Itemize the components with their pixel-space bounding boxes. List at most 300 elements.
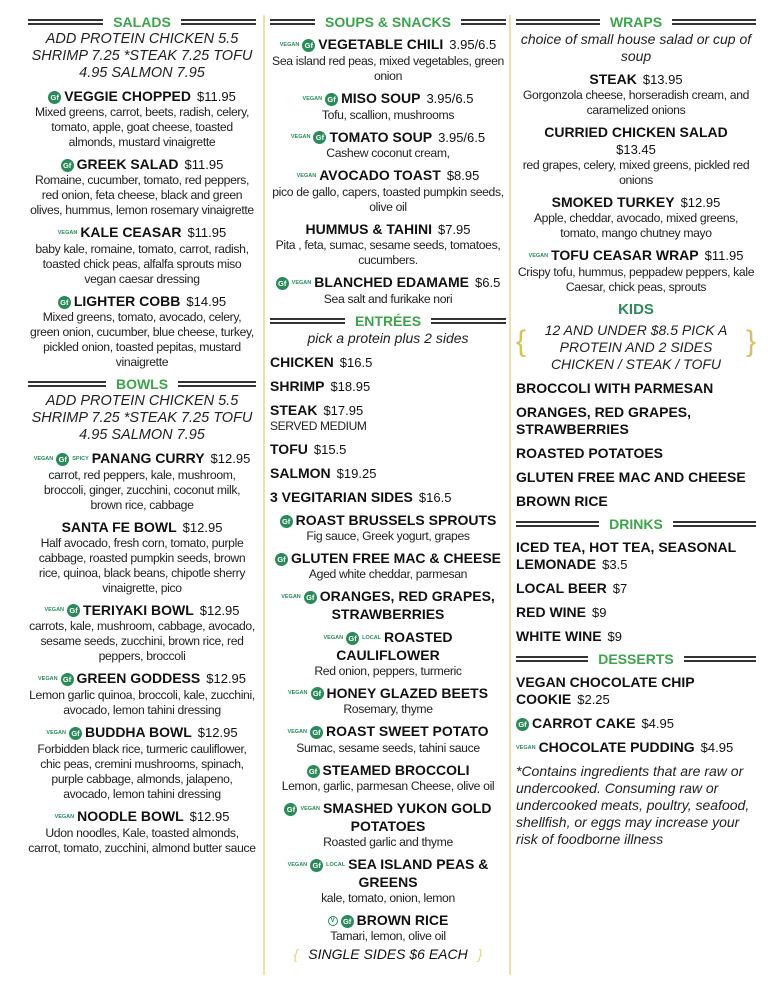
item-description: red grapes, celery, mixed greens, pickled red onions	[522, 158, 750, 187]
gf-icon: Gf	[58, 296, 71, 309]
menu-section-salads	[28, 14, 256, 370]
menu-item	[270, 512, 506, 544]
item-description: Apple, cheddar, avocado, mixed greens, tomato, mango chutney mayo	[533, 211, 739, 240]
item-header	[270, 36, 506, 54]
section-heading	[516, 651, 756, 667]
item-name: ROAST BRUSSELS SPROUTS	[295, 511, 497, 528]
item-price: $13.45	[616, 142, 656, 157]
item-header	[28, 450, 256, 468]
section-note: ADD PROTEIN CHICKEN 5.5 SHRIMP 7.25 *STEAK 7.25 TOFU 4.95 SALMON 7.95	[31, 392, 253, 443]
item-header	[270, 762, 506, 779]
single-sides-note	[270, 946, 506, 962]
item-description: Pita , feta, sumac, sesame seeds, tomatoes, cucumbers.	[275, 238, 501, 268]
item-price: $9	[607, 628, 623, 644]
item-header	[270, 550, 506, 567]
menu-item	[28, 450, 256, 513]
menu-item	[516, 628, 756, 645]
vegan-icon: VEGAN	[290, 134, 311, 141]
item-description: Roasted garlic and thyme	[323, 834, 453, 849]
section-heading	[516, 301, 756, 318]
item-name: BUDDHA BOWL	[84, 724, 192, 741]
item-name: HONEY GLAZED BEETS	[326, 684, 489, 701]
local-icon: LOCAL	[326, 861, 346, 868]
menu-item	[516, 124, 756, 188]
gf-icon: Gf	[346, 632, 359, 645]
section-heading	[516, 14, 756, 30]
item-description: Sumac, sesame seeds, tahini sauce	[296, 741, 480, 756]
item-description: kale, tomato, onion, lemon	[321, 890, 455, 905]
item-name: CARROT CAKE	[532, 714, 636, 731]
item-name: GREEK SALAD	[76, 156, 179, 172]
brace-right: }	[477, 945, 483, 962]
vegan-icon: VEGAN	[57, 229, 78, 236]
item-price: $14.95	[186, 293, 227, 309]
menu-column-3	[516, 10, 756, 854]
divider-rule	[181, 19, 256, 25]
item-description: carrots, kale, mushroom, cabbage, avocado, sesame seeds, zucchini, brown rice, red peppers, broccoli	[29, 619, 255, 664]
item-name: PANANG CURRY	[91, 449, 205, 466]
item-name: VEGAN CHOCOLATE CHIP COOKIE	[516, 673, 695, 707]
section-heading	[28, 376, 256, 392]
item-name: ORANGES, RED GRAPES, STRAWBERRIES	[516, 403, 692, 437]
item-description: baby kale, romaine, tomato, carrot, radish, toasted chick peas, alfalfa sprouts miso vegan caesar dressing	[35, 241, 249, 286]
item-price: $13.95	[642, 72, 683, 87]
divider-rule	[672, 19, 756, 25]
item-price: $11.95	[187, 225, 227, 240]
item-name: CHOCOLATE PUDDING	[538, 738, 695, 755]
item-header	[516, 674, 756, 708]
item-description: Mixed greens, tomato, avocado, celery, green onion, cucumber, blue cheese, turkey, pickled onion, toasted pepitas, mustard vinaigrette	[30, 309, 254, 369]
menu-section-bowls	[28, 376, 256, 856]
menu-column-2	[270, 10, 506, 968]
item-name: BROWN RICE	[356, 911, 449, 928]
item-header	[270, 441, 506, 458]
brace-right: }	[745, 324, 756, 358]
gf-icon: Gf	[67, 604, 80, 617]
item-name: WHITE WINE	[516, 627, 602, 644]
item-description: Udon noodles, Kale, toasted almonds, carrot, tomato, zucchini, almond butter sauce	[28, 825, 256, 855]
column-divider-left	[263, 15, 265, 975]
item-header	[270, 685, 506, 703]
menu-item	[516, 580, 756, 597]
brace-left: {	[293, 945, 299, 962]
section-title: KIDS	[618, 300, 654, 318]
item-name: CHICKEN	[270, 353, 334, 370]
single-sides-text: SINGLE SIDES $6 EACH	[308, 945, 468, 962]
local-icon: LOCAL	[362, 634, 382, 641]
item-header	[270, 274, 506, 292]
item-price: $12.95	[206, 671, 247, 687]
item-name: SMASHED YUKON GOLD POTATOES	[323, 800, 492, 834]
menu-item	[516, 715, 756, 732]
menu-item	[270, 685, 506, 718]
item-price: $4.95	[641, 715, 674, 731]
section-heading	[28, 14, 256, 30]
section-title: BOWLS	[115, 375, 169, 392]
item-header	[516, 247, 756, 265]
item-description: Tamari, lemon, olive oil	[330, 928, 446, 943]
menu-item	[516, 71, 756, 118]
vegan-icon: VEGAN	[287, 729, 307, 736]
item-name: SANTA FE BOWL	[61, 518, 177, 535]
item-name: SMOKED TURKEY	[551, 194, 675, 210]
item-header	[270, 723, 506, 741]
item-name: TOMATO SOUP	[329, 128, 433, 145]
item-header	[28, 88, 256, 105]
menu-item	[270, 723, 506, 756]
gf-icon: Gf	[280, 515, 293, 528]
section-title: DESSERTS	[598, 650, 674, 667]
menu-item	[270, 588, 506, 623]
menu-item	[28, 88, 256, 150]
divider-rule	[516, 656, 588, 662]
item-price: $12.95	[210, 450, 251, 466]
item-name: LOCAL BEER	[516, 579, 607, 596]
item-description: Tofu, scallion, mushrooms	[321, 107, 455, 122]
item-price: $16.5	[418, 489, 452, 505]
section-heading	[516, 516, 756, 532]
item-description: Crispy tofu, hummus, peppadew peppers, kale Caesar, chick peas, sprouts	[517, 264, 755, 294]
item-price: $19.25	[336, 465, 377, 481]
item-price: $12.95	[182, 519, 223, 535]
item-header	[270, 629, 506, 664]
item-price: $17.95	[323, 402, 364, 418]
item-price: $7.95	[437, 222, 471, 238]
item-header	[270, 465, 506, 482]
divider-rule	[270, 318, 345, 324]
menu-item	[28, 602, 256, 665]
section-title: SALADS	[113, 14, 171, 30]
item-header	[28, 602, 256, 620]
item-header	[270, 402, 506, 419]
item-name: SEA ISLAND PEAS & GREENS	[348, 855, 489, 890]
gf-icon: Gf	[275, 553, 288, 566]
item-header	[28, 519, 256, 536]
menu-item	[270, 762, 506, 794]
item-header	[516, 445, 756, 462]
item-header	[270, 378, 506, 395]
section-title: WRAPS	[609, 14, 663, 30]
menu-item	[270, 629, 506, 679]
gf-icon: Gf	[341, 915, 354, 928]
divider-rule	[673, 521, 756, 527]
item-header	[516, 539, 756, 573]
menu-section-desserts	[516, 651, 756, 848]
item-header	[516, 71, 756, 88]
item-header	[270, 167, 506, 185]
menu-item	[28, 156, 256, 218]
menu-item	[270, 465, 506, 482]
v-icon: V	[328, 916, 338, 926]
gf-icon: Gf	[48, 91, 61, 104]
gf-icon: Gf	[310, 726, 323, 739]
divider-rule	[28, 19, 103, 25]
item-name: HUMMUS & TAHINI	[305, 221, 432, 238]
menu-item	[270, 129, 506, 162]
gf-icon: Gf	[302, 39, 315, 52]
item-header	[516, 380, 756, 397]
menu-item	[270, 378, 506, 395]
divider-rule	[28, 381, 106, 387]
item-price: 3.95/6.5	[438, 129, 486, 145]
menu-item	[516, 739, 756, 757]
menu-section-kids	[516, 301, 756, 510]
section-title: DRINKS	[609, 515, 663, 532]
vegan-icon: VEGAN	[46, 729, 66, 736]
section-title: ENTRÉES	[354, 312, 422, 329]
item-name: VEGGIE CHOPPED	[64, 88, 191, 104]
item-name: GLUTEN FREE MAC AND CHEESE	[516, 468, 746, 485]
item-price: $18.95	[330, 378, 371, 394]
item-name: VEGETABLE CHILI	[318, 36, 444, 52]
item-name: KALE CEASAR	[80, 224, 182, 240]
menu-item	[28, 808, 256, 856]
menu-item	[516, 674, 756, 708]
item-header	[28, 808, 256, 826]
item-description: Half avocado, fresh corn, tomato, purple cabbage, roasted pumpkin seeds, brown rice, quinoa, black beans, chipotle sherry vinaigrette, pico	[38, 535, 246, 595]
menu-item	[270, 221, 506, 268]
menu-item	[28, 293, 256, 370]
item-name: TOFU	[270, 440, 308, 457]
menu-item	[270, 274, 506, 307]
gf-icon: Gf	[304, 591, 317, 604]
vegan-icon: VEGAN	[37, 676, 58, 683]
item-header	[516, 580, 756, 597]
menu-item	[28, 519, 256, 596]
item-description: SERVED MEDIUM	[270, 418, 367, 433]
item-header	[516, 493, 756, 510]
item-price: $2.25	[577, 691, 610, 707]
gf-icon: Gf	[61, 159, 74, 172]
menu-item	[270, 90, 506, 123]
disclaimer: *Contains ingredients that are raw or undercooked. Consuming raw or undercooked meats, poultry, seafood, shellfish, or eggs may increase your risk of foodborne illness	[516, 762, 750, 847]
section-note: ADD PROTEIN CHICKEN 5.5 SHRIMP 7.25 *STEAK 7.25 TOFU 4.95 SALMON 7.95	[31, 31, 253, 81]
item-name: STEAK	[270, 401, 318, 418]
menu-item	[270, 441, 506, 458]
divider-rule	[516, 521, 599, 527]
gf-icon: Gf	[311, 687, 324, 700]
item-price: $12.95	[189, 808, 230, 824]
item-price: $11.95	[184, 157, 224, 172]
item-price: $16.5	[339, 354, 373, 370]
item-description: Sea island red peas, mixed vegetables, green onion	[272, 53, 504, 83]
kids-note	[516, 322, 756, 373]
vegan-icon: VEGAN	[296, 173, 317, 180]
menu-section-drinks	[516, 516, 756, 645]
menu-item	[516, 445, 756, 462]
item-name: ROAST SWEET POTATO	[326, 723, 489, 740]
item-name: AVOCADO TOAST	[319, 167, 441, 184]
section-note: pick a protein plus 2 sides	[307, 329, 469, 346]
item-header	[270, 354, 506, 371]
item-description: Sea salt and furikake nori	[323, 291, 453, 306]
menu-section-entr-es	[270, 313, 506, 506]
item-name: STEAMED BROCCOLI	[322, 762, 470, 779]
item-header	[270, 221, 506, 238]
menu-item	[516, 469, 756, 486]
item-header	[28, 670, 256, 688]
menu-item	[516, 539, 756, 573]
item-description: Gorgonzola cheese, horseradish cream, and caramelized onions	[522, 88, 750, 117]
gf-icon: Gf	[313, 131, 326, 144]
menu-item	[270, 167, 506, 215]
item-header	[270, 489, 506, 506]
item-price: $15.5	[313, 441, 347, 457]
vegan-icon: VEGAN	[323, 634, 344, 641]
gf-icon: Gf	[310, 859, 323, 872]
menu-section-sides	[270, 512, 506, 962]
item-header	[28, 724, 256, 742]
menu-item	[516, 380, 756, 397]
item-price: $7	[612, 580, 628, 596]
divider-rule	[431, 318, 506, 324]
item-name: MISO SOUP	[341, 89, 421, 106]
item-price: $4.95	[700, 739, 734, 755]
menu-item	[516, 604, 756, 621]
item-price: $3.5	[602, 556, 628, 572]
divider-rule	[178, 381, 256, 387]
item-price: 3.95/6.5	[426, 90, 474, 106]
gf-icon: Gf	[284, 803, 297, 816]
item-name: GLUTEN FREE MAC & CHEESE	[290, 549, 501, 566]
vegan-icon: VEGAN	[287, 861, 308, 868]
item-description: pico de gallo, capers, toasted pumpkin seeds, olive oil	[272, 185, 504, 215]
gf-icon: Gf	[516, 718, 529, 731]
item-header	[28, 224, 256, 242]
item-header	[270, 588, 506, 623]
menu-item	[28, 670, 256, 718]
item-price: 3.95/6.5	[449, 37, 497, 52]
divider-rule	[270, 19, 315, 25]
gf-icon: Gf	[325, 93, 338, 106]
vegan-icon: VEGAN	[528, 252, 549, 259]
item-name: NOODLE BOWL	[77, 807, 184, 824]
vegan-icon: VEGAN	[54, 813, 75, 820]
item-header	[270, 800, 506, 835]
item-name: TOFU CEASAR WRAP	[551, 247, 699, 263]
section-heading	[270, 313, 506, 329]
menu-section-wraps	[516, 14, 756, 295]
brace-left: {	[516, 324, 527, 358]
item-price: $11.95	[704, 248, 744, 263]
item-description: Forbidden black rice, turmeric cauliflower, chic peas, cremini mushrooms, spinach, purple cabbage, almonds, jalapeno, avocado, lemon tahini dressing	[37, 741, 247, 801]
divider-rule	[684, 656, 756, 662]
item-name: BROWN RICE	[516, 492, 608, 509]
item-description: Rosemary, thyme	[343, 702, 433, 717]
section-note: choice of small house salad or cup of soup	[520, 31, 752, 64]
item-header	[28, 156, 256, 173]
divider-rule	[461, 19, 506, 25]
gf-icon: Gf	[56, 453, 69, 466]
item-name: CURRIED CHICKEN SALAD	[544, 124, 728, 140]
column-divider-right	[509, 15, 511, 975]
item-header	[516, 194, 756, 211]
item-header	[270, 129, 506, 147]
menu-item	[28, 224, 256, 287]
item-name: BLANCHED EDAMAME	[314, 274, 470, 291]
menu-item	[28, 724, 256, 802]
vegan-icon: VEGAN	[291, 279, 312, 286]
menu-item	[516, 194, 756, 241]
item-price: $6.5	[475, 275, 501, 291]
item-description: Romaine, cucumber, tomato, red peppers, red onion, feta cheese, black and green olives, hummus, lemon rosemary vinaigrette	[30, 173, 254, 217]
item-header	[270, 912, 506, 929]
item-name: ROASTED CAULIFLOWER	[336, 628, 453, 663]
menu-item	[270, 36, 506, 84]
menu-item	[516, 247, 756, 295]
item-description: carrot, red peppers, kale, mushroom, broccoli, ginger, zucchini, coconut milk, brown rice, cabbage	[43, 467, 241, 512]
kids-note-text: 12 AND UNDER $8.5 PICK A PROTEIN AND 2 SIDES CHICKEN / STEAK / TOFU	[544, 321, 728, 372]
item-description: Lemon garlic quinoa, broccoli, kale, zucchini, avocado, lemon tahini dressing	[29, 688, 255, 718]
item-header	[516, 124, 756, 158]
gf-icon: Gf	[307, 765, 320, 778]
item-name: ORANGES, RED GRAPES, STRAWBERRIES	[319, 587, 495, 622]
gf-icon: Gf	[276, 277, 289, 290]
item-price: $11.95	[197, 89, 236, 104]
vegan-icon: VEGAN	[287, 690, 308, 697]
section-title: SOUPS & SNACKS	[324, 14, 452, 30]
menu-item	[516, 404, 756, 438]
vegan-icon: VEGAN	[300, 805, 320, 812]
item-header	[516, 404, 756, 438]
vegan-icon: VEGAN	[516, 744, 536, 751]
vegan-icon: VEGAN	[33, 455, 54, 462]
item-name: GREEN GODDESS	[76, 670, 201, 687]
vegan-icon: VEGAN	[44, 607, 65, 614]
menu-item	[270, 354, 506, 371]
item-name: SHRIMP	[270, 377, 325, 394]
item-description: Red onion, peppers, turmeric	[314, 663, 462, 678]
menu-item	[270, 550, 506, 582]
item-header	[516, 604, 756, 621]
menu-item	[270, 402, 506, 434]
vegan-icon: VEGAN	[302, 95, 323, 102]
item-name: TERIYAKI BOWL	[83, 601, 194, 618]
item-price: $9	[592, 604, 607, 620]
vegan-icon: VEGAN	[281, 593, 301, 600]
item-header	[516, 628, 756, 645]
vegan-icon: VEGAN	[279, 41, 300, 48]
item-price: $12.95	[680, 195, 721, 210]
item-header	[516, 469, 756, 486]
item-header	[516, 739, 756, 757]
spicy-icon: SPICY	[72, 455, 89, 462]
item-description: Aged white cheddar, parmesan	[308, 566, 468, 581]
item-name: ROASTED POTATOES	[516, 444, 664, 461]
item-price: $8.95	[446, 168, 480, 184]
menu-column-1	[28, 10, 256, 862]
item-name: BROCCOLI WITH PARMESAN	[516, 379, 714, 396]
item-description: Cashew coconut cream,	[326, 146, 450, 161]
item-name: LIGHTER COBB	[73, 292, 181, 309]
item-price: $12.95	[197, 725, 238, 741]
item-name: ICED TEA, HOT TEA, SEASONAL LEMONADE	[516, 538, 736, 572]
item-header	[270, 512, 506, 529]
item-description: Fig sauce, Greek yogurt, grapes	[306, 528, 470, 543]
item-name: SALMON	[270, 464, 331, 481]
menu-item	[270, 489, 506, 506]
item-header	[270, 856, 506, 891]
menu-section-soups-snacks	[270, 14, 506, 307]
item-description: Lemon, garlic, parmesan Cheese, olive oil	[281, 779, 495, 794]
item-name: STEAK	[589, 71, 637, 87]
item-header	[270, 90, 506, 108]
item-name: RED WINE	[516, 603, 586, 620]
item-header	[28, 293, 256, 310]
item-name: 3 VEGITARIAN SIDES	[270, 488, 413, 505]
gf-icon: Gf	[69, 727, 82, 740]
menu-item	[270, 912, 506, 944]
